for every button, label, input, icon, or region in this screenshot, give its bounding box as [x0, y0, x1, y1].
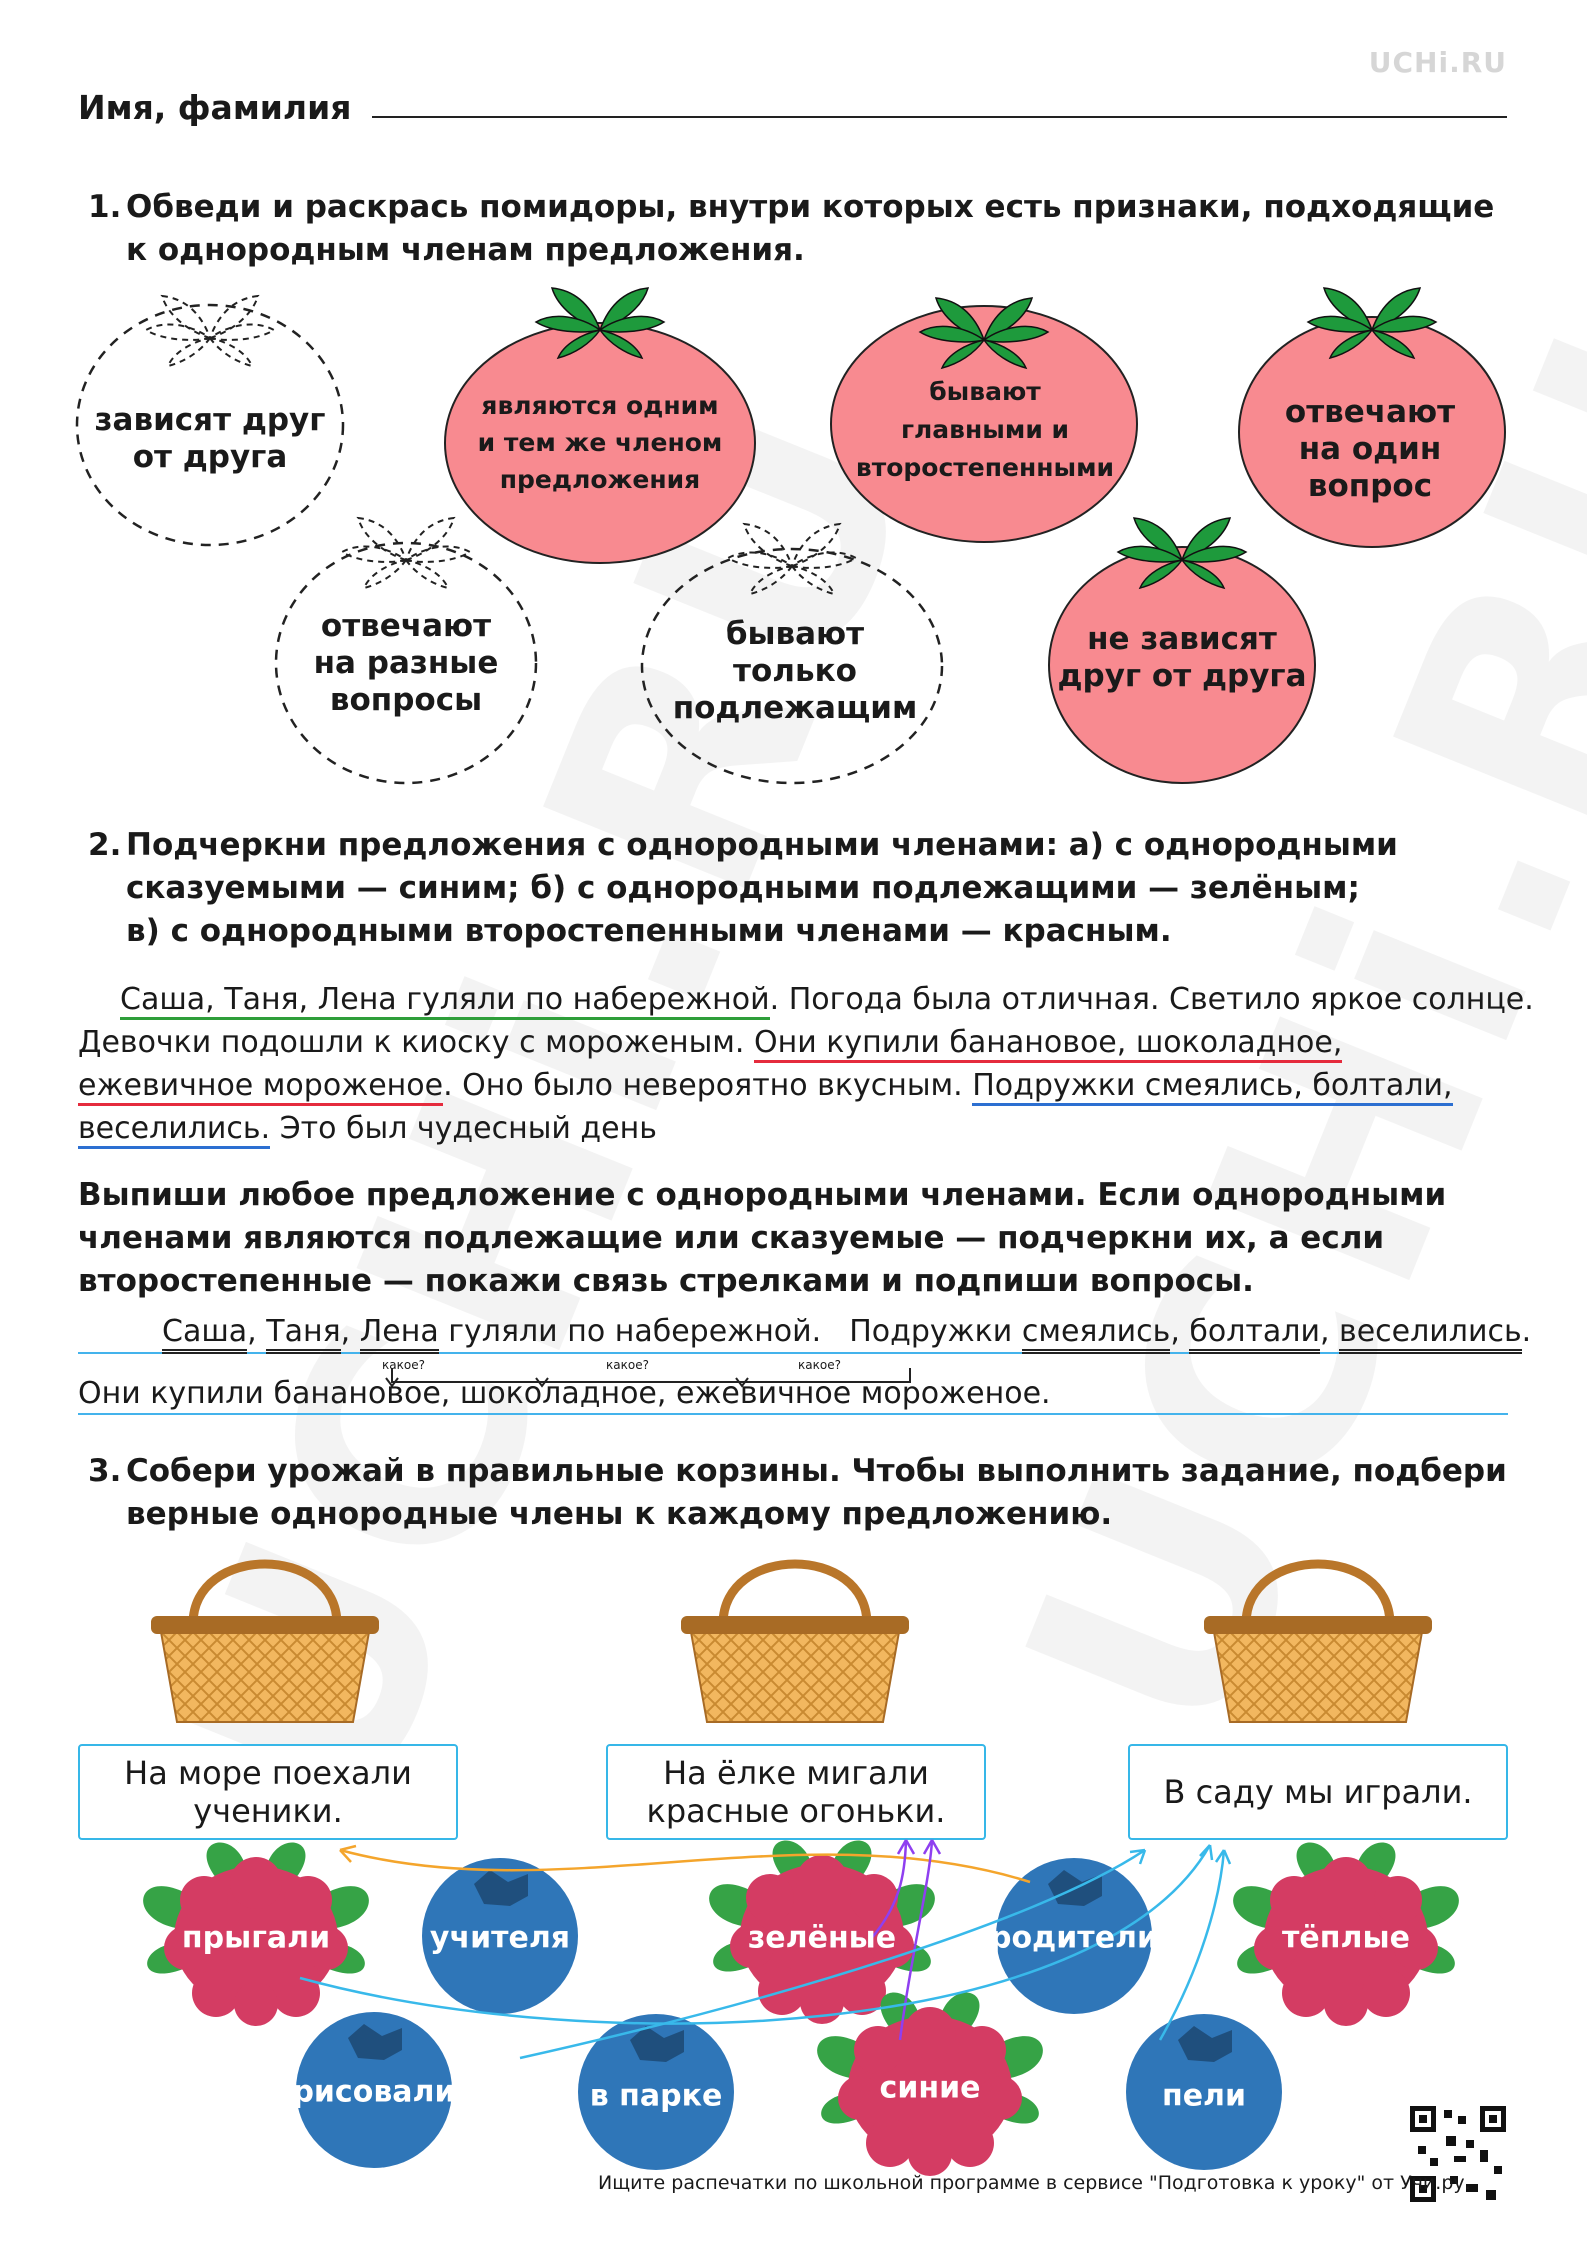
task-number: 3. [88, 1453, 122, 1489]
berry-label-in-park[interactable]: в парке [589, 2078, 723, 2114]
tomato-label: зависят друг от друга [94, 402, 326, 475]
berry-label-drew[interactable]: рисовали [292, 2074, 456, 2110]
sentence-secondary[interactable]: Они купили банановое, шоколадное, [754, 1025, 1342, 1063]
task-number: 2. [88, 827, 122, 863]
tomato-label: отвечают на разные вопросы [313, 608, 499, 718]
answer-line-1: Саша, Таня, Лена гуляли по набережной. Подружки смеялись, болтали, веселились. [162, 1314, 1531, 1349]
question-label: какое? [798, 1358, 841, 1372]
sentence-secondary[interactable]: ежевичное мороженое [78, 1068, 443, 1106]
berry-label-warm[interactable]: тёплые [1282, 1920, 1410, 1956]
sentence: Это был чудесный день [270, 1111, 657, 1146]
uchi-logo: UCHi.RU [1368, 46, 1507, 79]
task2-line2: сказуемыми — синим; б) с однородными подлежащими — зелёным; [126, 870, 1360, 906]
task3-line1: Собери урожай в правильные корзины. Чтобы выполнить задание, подбери [126, 1453, 1507, 1489]
tomato-label: бывают главными и второстепенными [855, 377, 1115, 482]
tomato-label: не зависят друг от друга [1057, 621, 1307, 694]
sentence: . Погода была отличная. Светило яркое солнце. [769, 982, 1534, 1017]
tomato-label: являются одним и тем же членом предложения [477, 391, 723, 494]
sentence-card-tree[interactable]: На ёлке мигали красные огоньки. [606, 1744, 986, 1840]
sentence-card-sea[interactable]: На море поехали ученики. [78, 1744, 458, 1840]
berry-label-teachers[interactable]: учителя [429, 1920, 571, 1956]
berry-label-parents[interactable]: родители [989, 1920, 1159, 1956]
name-label: Имя, фамилия [78, 88, 352, 127]
footer-text: Ищите распечатки по школьной программе в сервисе "Подготовка к уроку" от Учи.ру. [598, 2172, 1471, 2194]
task2-line1: Подчеркни предложения с однородными членами: а) с однородными [126, 827, 1398, 863]
task1-line2: к однородным членам предложения. [126, 232, 805, 268]
answer-line-2: Они купили банановое, шоколадное, ежевичное мороженое. [78, 1376, 1051, 1411]
tomato-label: отвечают на один вопрос [1284, 394, 1456, 504]
task2-writeout-instruction: Выпиши любое предложение с однородными членами. Если однородными членами являются подлежащие или сказуемые — подчеркни их, а если второстепенные — покажи связь стрелками и подпиши вопросы. [78, 1177, 1447, 1299]
tomato-label: бывают только подлежащим [672, 616, 918, 726]
sentence-predicates[interactable]: Подружки смеялись, болтали, [972, 1068, 1452, 1106]
berry-label-sang[interactable]: пели [1161, 2078, 1247, 2114]
question-label: какое? [382, 1358, 425, 1372]
sentence: . Оно было невероятно вкусным. [443, 1068, 973, 1103]
sentence: Девочки подошли к киоску с мороженым. [78, 1025, 754, 1060]
sentence-predicates[interactable]: веселились. [78, 1111, 270, 1149]
sentence-subjects[interactable]: Саша, Таня, Лена гуляли по набережной [120, 982, 770, 1020]
sentence-card-garden[interactable]: В саду мы играли. [1128, 1744, 1508, 1840]
task3-line2: верные однородные члены к каждому предложению. [126, 1496, 1113, 1532]
task-number: 1. [88, 189, 122, 225]
berry-label-jumped[interactable]: прыгали [181, 1920, 331, 1956]
berry-label-blue[interactable]: синие [879, 2070, 981, 2106]
berry-label-green[interactable]: зелёные [747, 1920, 897, 1956]
task2-line3: в) с однородными второстепенными членами — красным. [126, 913, 1172, 949]
question-label: какое? [606, 1358, 649, 1372]
task1-line1: Обведи и раскрась помидоры, внутри которых есть признаки, подходящие [126, 189, 1495, 225]
